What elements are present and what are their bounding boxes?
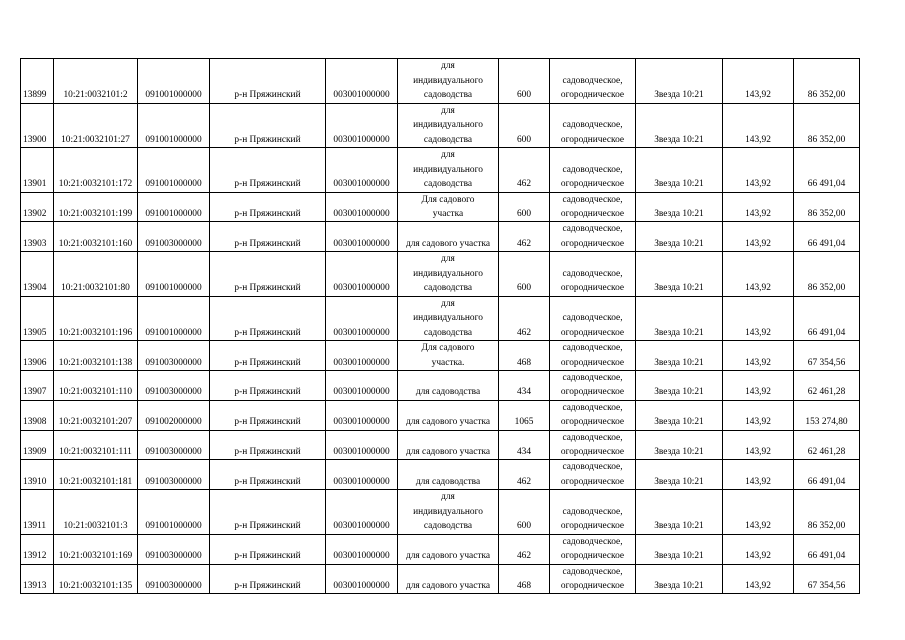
- cadastral-value-cell: 86 352,00: [794, 103, 860, 148]
- land-use-line: огородническое: [560, 283, 625, 294]
- land-purpose-cell: [398, 564, 499, 594]
- cadastral-value-cell: 67 354,56: [794, 341, 860, 371]
- cadastral-number-cell: 10:21:0032101:199: [54, 192, 138, 222]
- land-use-line: садоводческое,: [562, 372, 623, 383]
- row-number-cell: 13912: [21, 534, 54, 564]
- land-use-line: огородническое: [560, 238, 625, 249]
- code2-cell: 003001000000: [326, 103, 398, 148]
- district-cell: р-н Пряжинский: [210, 341, 326, 371]
- row-number-cell: 13909: [21, 430, 54, 460]
- land-purpose-cell: [398, 192, 499, 222]
- district-cell: р-н Пряжинский: [210, 59, 326, 104]
- code-cell: 091003000000: [138, 430, 210, 460]
- rate-cell: 143,92: [723, 59, 794, 104]
- land-use-cell: [550, 59, 636, 104]
- zone-cell: Звезда 10:21: [636, 296, 723, 341]
- code-cell: 091001000000: [138, 490, 210, 535]
- land-purpose-line: для: [441, 61, 455, 72]
- code2-cell: 003001000000: [326, 490, 398, 535]
- code2-cell: 003001000000: [326, 341, 398, 371]
- cadastral-number-cell: 10:21:0032101:138: [54, 341, 138, 371]
- row-number-cell: 13902: [21, 192, 54, 222]
- land-purpose-line: Для садового: [421, 194, 475, 205]
- land-purpose-cell: [398, 222, 499, 252]
- district-cell: р-н Пряжинский: [210, 400, 326, 430]
- zone-cell: Звезда 10:21: [636, 148, 723, 193]
- area-cell: 600: [499, 252, 550, 297]
- land-purpose-line: для: [441, 254, 455, 265]
- area-cell: 462: [499, 296, 550, 341]
- land-purpose-line: садоводства: [423, 327, 473, 338]
- row-number-cell: 13907: [21, 370, 54, 400]
- land-use-cell: [550, 430, 636, 460]
- cadastral-value-cell: 86 352,00: [794, 192, 860, 222]
- zone-cell: Звезда 10:21: [636, 252, 723, 297]
- code2-cell: 003001000000: [326, 430, 398, 460]
- land-use-cell: [550, 222, 636, 252]
- land-use-cell: [550, 400, 636, 430]
- table-row: [21, 564, 860, 594]
- row-number-cell: 13900: [21, 103, 54, 148]
- land-purpose-line: для: [441, 298, 455, 309]
- district-cell: р-н Пряжинский: [210, 534, 326, 564]
- code2-cell: 003001000000: [326, 148, 398, 193]
- land-purpose-line: садоводства: [423, 179, 473, 190]
- land-purpose-line: садоводства: [423, 521, 473, 532]
- code-cell: 091001000000: [138, 148, 210, 193]
- table-row: [21, 222, 860, 252]
- land-use-line: садоводческое,: [562, 164, 623, 175]
- code-cell: 091001000000: [138, 252, 210, 297]
- area-cell: 1065: [499, 400, 550, 430]
- land-purpose-line: для садового участка: [405, 238, 491, 249]
- cadastral-number-cell: 10:21:0032101:3: [54, 490, 138, 535]
- land-purpose-line: для садового участка: [405, 551, 491, 562]
- land-purpose-cell: [398, 296, 499, 341]
- land-use-line: огородническое: [560, 208, 625, 219]
- land-use-line: садоводческое,: [562, 268, 623, 279]
- table-row: [21, 370, 860, 400]
- row-number-cell: 13901: [21, 148, 54, 193]
- cadastral-value-cell: 86 352,00: [794, 252, 860, 297]
- zone-cell: Звезда 10:21: [636, 222, 723, 252]
- land-purpose-cell: [398, 103, 499, 148]
- table-row: [21, 490, 860, 535]
- land-purpose-line: индивидуального: [413, 506, 483, 517]
- land-purpose-line: участка: [432, 208, 464, 219]
- land-use-line: огородническое: [560, 476, 625, 487]
- cadastral-value-cell: 86 352,00: [794, 490, 860, 535]
- row-number-cell: 13904: [21, 252, 54, 297]
- land-use-line: садоводческое,: [562, 506, 623, 517]
- land-purpose-cell: [398, 460, 499, 490]
- land-use-line: огородническое: [560, 179, 625, 190]
- code-cell: 091003000000: [138, 460, 210, 490]
- land-purpose-line: индивидуального: [413, 313, 483, 324]
- land-use-line: садоводческое,: [562, 194, 623, 205]
- land-purpose-line: садоводства: [423, 134, 473, 145]
- land-use-line: огородническое: [560, 580, 625, 591]
- land-use-line: огородническое: [560, 134, 625, 145]
- land-purpose-line: садоводства: [423, 90, 473, 101]
- code2-cell: 003001000000: [326, 252, 398, 297]
- table-row: [21, 296, 860, 341]
- district-cell: р-н Пряжинский: [210, 430, 326, 460]
- land-use-cell: [550, 564, 636, 594]
- land-use-line: садоводческое,: [562, 120, 623, 131]
- cadastral-value-cell: 66 491,04: [794, 296, 860, 341]
- table-row: [21, 341, 860, 371]
- land-use-line: садоводческое,: [562, 536, 623, 547]
- district-cell: р-н Пряжинский: [210, 252, 326, 297]
- row-number-cell: 13911: [21, 490, 54, 535]
- code-cell: 091001000000: [138, 103, 210, 148]
- code-cell: 091001000000: [138, 59, 210, 104]
- zone-cell: Звезда 10:21: [636, 460, 723, 490]
- row-number-cell: 13905: [21, 296, 54, 341]
- land-use-line: садоводческое,: [562, 462, 623, 473]
- land-use-line: огородническое: [560, 521, 625, 532]
- code-cell: 091001000000: [138, 192, 210, 222]
- land-use-line: садоводческое,: [562, 75, 623, 86]
- land-use-line: садоводческое,: [562, 432, 623, 443]
- land-use-cell: [550, 296, 636, 341]
- area-cell: 600: [499, 192, 550, 222]
- land-purpose-line: для: [441, 150, 455, 161]
- area-cell: 434: [499, 430, 550, 460]
- district-cell: р-н Пряжинский: [210, 370, 326, 400]
- rate-cell: 143,92: [723, 341, 794, 371]
- land-use-line: садоводческое,: [562, 224, 623, 235]
- rate-cell: 143,92: [723, 564, 794, 594]
- cadastral-value-cell: 66 491,04: [794, 534, 860, 564]
- code2-cell: 003001000000: [326, 192, 398, 222]
- row-number-cell: 13913: [21, 564, 54, 594]
- land-purpose-line: для садоводства: [415, 387, 481, 398]
- zone-cell: Звезда 10:21: [636, 59, 723, 104]
- land-purpose-line: для садоводства: [415, 476, 481, 487]
- district-cell: р-н Пряжинский: [210, 192, 326, 222]
- land-use-line: огородническое: [560, 387, 625, 398]
- land-purpose-cell: [398, 252, 499, 297]
- zone-cell: Звезда 10:21: [636, 490, 723, 535]
- land-purpose-line: индивидуального: [413, 164, 483, 175]
- zone-cell: Звезда 10:21: [636, 534, 723, 564]
- land-purpose-cell: [398, 370, 499, 400]
- area-cell: 600: [499, 59, 550, 104]
- cadastral-number-cell: 10:21:0032101:172: [54, 148, 138, 193]
- district-cell: р-н Пряжинский: [210, 222, 326, 252]
- code2-cell: 003001000000: [326, 564, 398, 594]
- row-number-cell: 13910: [21, 460, 54, 490]
- table-row: [21, 148, 860, 193]
- code-cell: 091003000000: [138, 341, 210, 371]
- code-cell: 091001000000: [138, 296, 210, 341]
- area-cell: 462: [499, 534, 550, 564]
- land-use-line: огородническое: [560, 551, 625, 562]
- rate-cell: 143,92: [723, 148, 794, 193]
- zone-cell: Звезда 10:21: [636, 370, 723, 400]
- code-cell: 091003000000: [138, 534, 210, 564]
- area-cell: 462: [499, 460, 550, 490]
- zone-cell: Звезда 10:21: [636, 192, 723, 222]
- land-purpose-cell: [398, 341, 499, 371]
- table-row: [21, 400, 860, 430]
- land-use-cell: [550, 460, 636, 490]
- area-cell: 468: [499, 341, 550, 371]
- land-use-cell: [550, 148, 636, 193]
- area-cell: 462: [499, 222, 550, 252]
- rate-cell: 143,92: [723, 430, 794, 460]
- code2-cell: 003001000000: [326, 296, 398, 341]
- rate-cell: 143,92: [723, 252, 794, 297]
- land-use-line: огородническое: [560, 327, 625, 338]
- land-use-line: садоводческое,: [562, 313, 623, 324]
- table-row: [21, 460, 860, 490]
- land-purpose-cell: [398, 59, 499, 104]
- land-purpose-line: для: [441, 105, 455, 116]
- area-cell: 468: [499, 564, 550, 594]
- land-purpose-cell: [398, 430, 499, 460]
- district-cell: р-н Пряжинский: [210, 148, 326, 193]
- land-use-cell: [550, 370, 636, 400]
- table-row: [21, 430, 860, 460]
- cadastral-number-cell: 10:21:0032101:135: [54, 564, 138, 594]
- land-use-line: огородническое: [560, 357, 625, 368]
- cadastral-number-cell: 10:21:0032101:196: [54, 296, 138, 341]
- rate-cell: 143,92: [723, 400, 794, 430]
- code-cell: 091003000000: [138, 370, 210, 400]
- zone-cell: Звезда 10:21: [636, 400, 723, 430]
- zone-cell: Звезда 10:21: [636, 103, 723, 148]
- land-use-cell: [550, 192, 636, 222]
- area-cell: 600: [499, 103, 550, 148]
- code2-cell: 003001000000: [326, 400, 398, 430]
- land-purpose-line: садоводства: [423, 283, 473, 294]
- cadastral-value-cell: 153 274,80: [794, 400, 860, 430]
- land-purpose-line: индивидуального: [413, 268, 483, 279]
- area-cell: 434: [499, 370, 550, 400]
- cadastral-number-cell: 10:21:0032101:80: [54, 252, 138, 297]
- cadastral-number-cell: 10:21:0032101:169: [54, 534, 138, 564]
- table-row: [21, 534, 860, 564]
- cadastral-value-cell: 66 491,04: [794, 460, 860, 490]
- cadastral-number-cell: 10:21:0032101:181: [54, 460, 138, 490]
- rate-cell: 143,92: [723, 222, 794, 252]
- land-purpose-line: Для садового: [421, 343, 475, 354]
- code2-cell: 003001000000: [326, 370, 398, 400]
- cadastral-number-cell: 10:21:0032101:2: [54, 59, 138, 104]
- land-purpose-line: для: [441, 492, 455, 503]
- land-use-line: огородническое: [560, 446, 625, 457]
- code-cell: 091002000000: [138, 400, 210, 430]
- land-purpose-cell: [398, 148, 499, 193]
- land-use-cell: [550, 341, 636, 371]
- land-purpose-cell: [398, 534, 499, 564]
- district-cell: р-н Пряжинский: [210, 296, 326, 341]
- code2-cell: 003001000000: [326, 534, 398, 564]
- row-number-cell: 13908: [21, 400, 54, 430]
- rate-cell: 143,92: [723, 192, 794, 222]
- area-cell: 462: [499, 148, 550, 193]
- rate-cell: 143,92: [723, 103, 794, 148]
- district-cell: р-н Пряжинский: [210, 490, 326, 535]
- district-cell: р-н Пряжинский: [210, 103, 326, 148]
- table-row: [21, 192, 860, 222]
- land-use-line: огородническое: [560, 417, 625, 428]
- rate-cell: 143,92: [723, 490, 794, 535]
- cadastral-value-cell: 67 354,56: [794, 564, 860, 594]
- land-use-cell: [550, 103, 636, 148]
- land-purpose-line: участка.: [431, 357, 465, 368]
- code-cell: 091003000000: [138, 222, 210, 252]
- row-number-cell: 13899: [21, 59, 54, 104]
- land-purpose-line: индивидуального: [413, 75, 483, 86]
- row-number-cell: 13903: [21, 222, 54, 252]
- district-cell: р-н Пряжинский: [210, 460, 326, 490]
- code-cell: 091003000000: [138, 564, 210, 594]
- land-use-line: садоводческое,: [562, 343, 623, 354]
- table-body: [21, 59, 860, 594]
- land-parcel-table: [20, 58, 860, 594]
- land-purpose-line: для садового участка: [405, 446, 491, 457]
- code2-cell: 003001000000: [326, 460, 398, 490]
- land-use-cell: [550, 534, 636, 564]
- table-row: [21, 59, 860, 104]
- rate-cell: 143,92: [723, 370, 794, 400]
- cadastral-number-cell: 10:21:0032101:110: [54, 370, 138, 400]
- code2-cell: 003001000000: [326, 222, 398, 252]
- code2-cell: 003001000000: [326, 59, 398, 104]
- land-purpose-line: для садового участка: [405, 580, 491, 591]
- cadastral-value-cell: 86 352,00: [794, 59, 860, 104]
- zone-cell: Звезда 10:21: [636, 341, 723, 371]
- cadastral-value-cell: 62 461,28: [794, 430, 860, 460]
- cadastral-number-cell: 10:21:0032101:111: [54, 430, 138, 460]
- table-row: [21, 103, 860, 148]
- land-use-line: огородническое: [560, 90, 625, 101]
- zone-cell: Звезда 10:21: [636, 430, 723, 460]
- table-row: [21, 252, 860, 297]
- land-purpose-line: для садового участка: [405, 417, 491, 428]
- cadastral-number-cell: 10:21:0032101:160: [54, 222, 138, 252]
- zone-cell: Звезда 10:21: [636, 564, 723, 594]
- land-use-line: садоводческое,: [562, 566, 623, 577]
- land-purpose-cell: [398, 490, 499, 535]
- rate-cell: 143,92: [723, 534, 794, 564]
- land-purpose-line: индивидуального: [413, 120, 483, 131]
- land-use-cell: [550, 252, 636, 297]
- rate-cell: 143,92: [723, 296, 794, 341]
- cadastral-value-cell: 62 461,28: [794, 370, 860, 400]
- rate-cell: 143,92: [723, 460, 794, 490]
- cadastral-number-cell: 10:21:0032101:207: [54, 400, 138, 430]
- land-purpose-cell: [398, 400, 499, 430]
- cadastral-value-cell: 66 491,04: [794, 148, 860, 193]
- row-number-cell: 13906: [21, 341, 54, 371]
- cadastral-number-cell: 10:21:0032101:27: [54, 103, 138, 148]
- land-use-line: садоводческое,: [562, 402, 623, 413]
- district-cell: р-н Пряжинский: [210, 564, 326, 594]
- cadastral-value-cell: 66 491,04: [794, 222, 860, 252]
- area-cell: 600: [499, 490, 550, 535]
- land-use-cell: [550, 490, 636, 535]
